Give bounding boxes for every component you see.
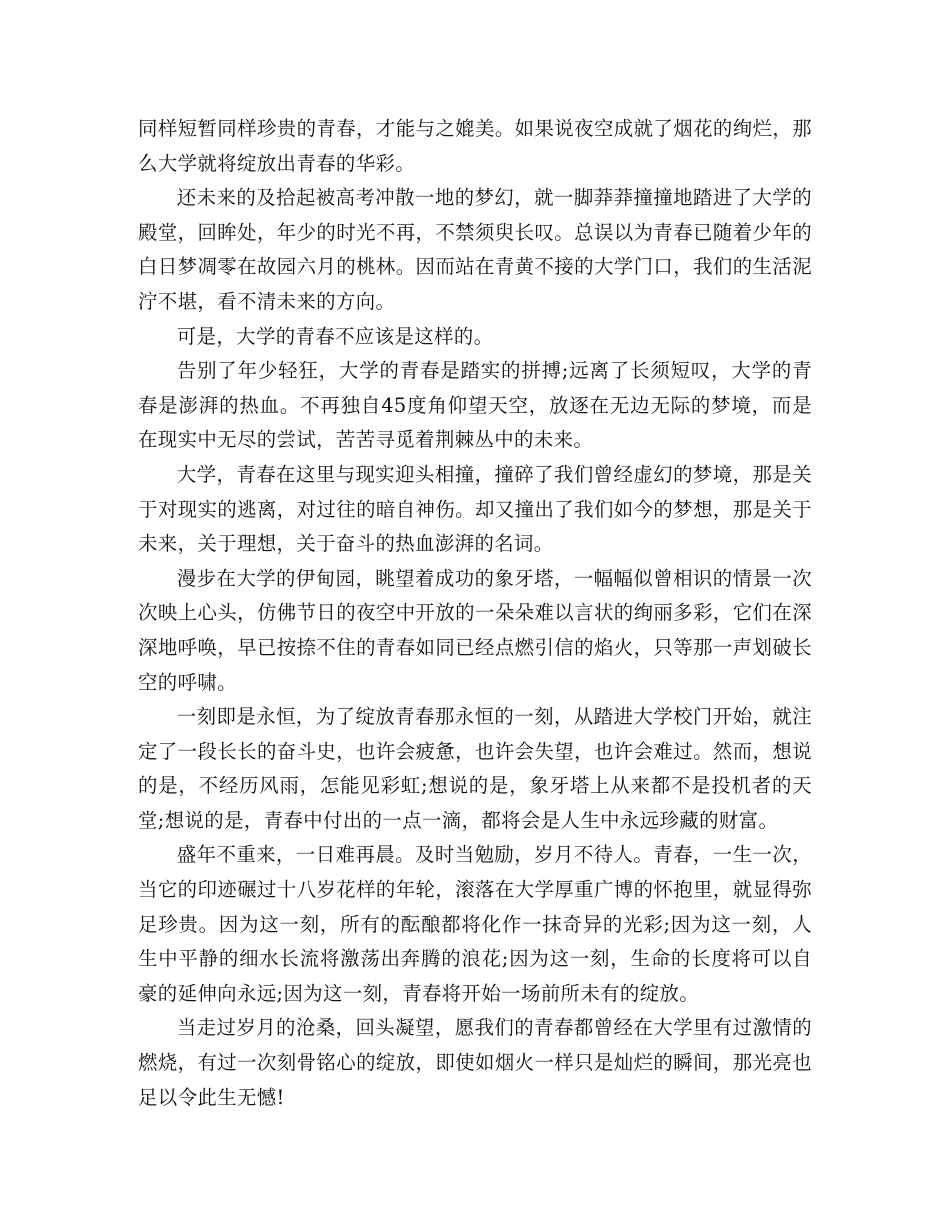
paragraph-7: 一刻即是永恒，为了绽放青春那永恒的一刻，从踏进大学校门开始，就注定了一段长长的奋斗史，也许会疲惫，也许会失望，也许会难过。然而，想说的是，不经历风雨，怎能见彩虹;想说的是，象牙塔上从来都不是投机者的天堂;想说的是，青春中付出的一点一滴，都将会是人生中永远珍藏的财富。: [138, 705, 812, 832]
paragraph-5: 大学，青春在这里与现实迎头相撞，撞碎了我们曾经虚幻的梦境，那是关于对现实的逃离，对过往的暗自神伤。却又撞出了我们如今的梦想，那是关于未来，关于理想，关于奋斗的热血澎湃的名词。: [138, 462, 812, 556]
paragraph-9: 当走过岁月的沧桑，回头凝望，愿我们的青春都曾经在大学里有过激情的燃烧，有过一次刻骨铭心的绽放，即使如烟火一样只是灿烂的瞬间，那光亮也足以令此生无憾!: [138, 1016, 812, 1109]
document-body: [138, 112, 812, 1115]
paragraph-2: 还未来的及拾起被高考冲散一地的梦幻，就一脚莽莽撞撞地踏进了大学的殿堂，回眸处，年少的时光不再，不禁须臾长叹。总误以为青春已随着少年的白日梦凋零在故园六月的桃林。因而站在青黄不接的大学门口，我们的生活泥泞不堪，看不清未来的方向。: [138, 186, 812, 313]
paragraph-6: 漫步在大学的伊甸园，眺望着成功的象牙塔，一幅幅似曾相识的情景一次次映上心头，仿佛节日的夜空中开放的一朵朵难以言状的绚丽多彩，它们在深深地呼唤，早已按捺不住的青春如同已经点燃引信的焰火，只等那一声划破长空的呼啸。: [138, 566, 812, 694]
paragraph-8: 盛年不重来，一日难再晨。及时当勉励，岁月不待人。青春，一生一次，当它的印迹碾过十八岁花样的年轮，滚落在大学厚重广博的怀抱里，就显得弥足珍贵。因为这一刻，所有的酝酿都将化作一抹奇异的光彩;因为这一刻，人生中平静的细水长流将激荡出奔腾的浪花;因为这一刻，生命的长度将可以自豪的延伸向永远;因为这一刻，青春将开始一场前所未有的绽放。: [138, 843, 812, 1005]
paragraph-4: 告别了年少轻狂，大学的青春是踏实的拼搏;远离了长须短叹，大学的青春是澎湃的热血。不再独自45度角仰望天空，放逐在无边无际的梦境，而是在现实中无尽的尝试，苦苦寻觅着荆棘丛中的未来。: [138, 359, 812, 452]
paragraph-3: 可是，大学的青春不应该是这样的。: [176, 324, 494, 348]
paragraph-1: 同样短暂同样珍贵的青春，才能与之媲美。如果说夜空成就了烟花的绚烂，那么大学就将绽放出青春的华彩。: [138, 117, 812, 175]
